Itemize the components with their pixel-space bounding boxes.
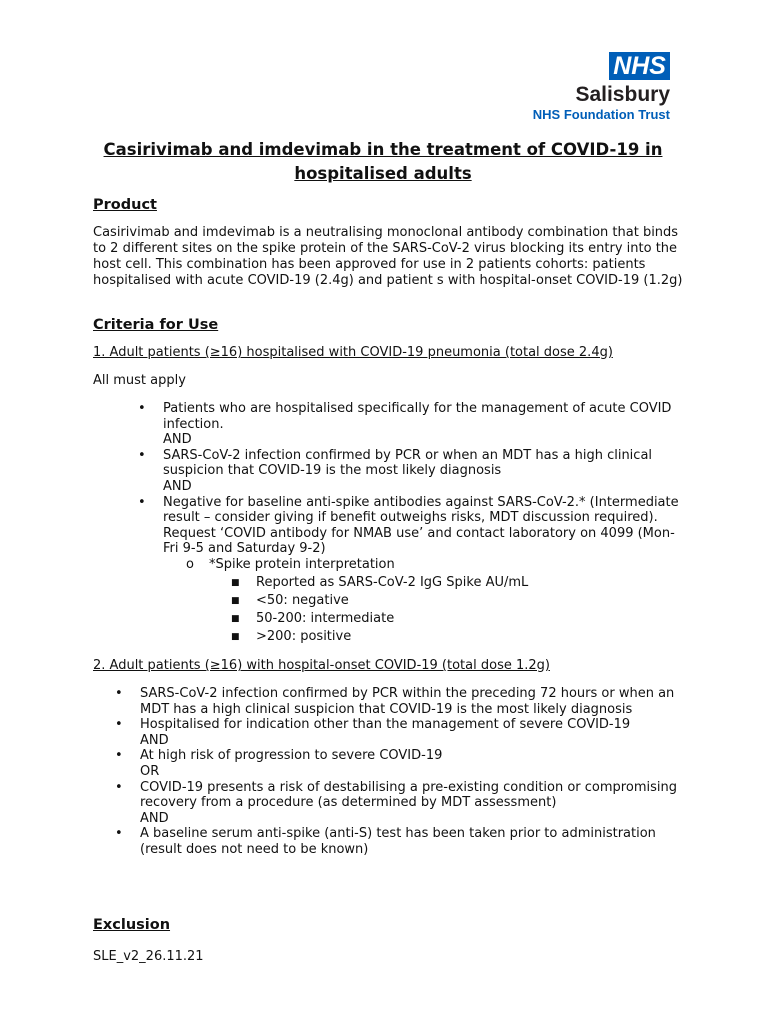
list-item-text: Patients who are hospitalised specifically for the management of acute COVID infection.	[163, 401, 672, 432]
sub-list-item	[231, 628, 352, 646]
bullet-icon: •	[115, 826, 123, 842]
bullet-icon: •	[138, 401, 146, 416]
bullet-icon: •	[138, 447, 146, 463]
sub-list-item-text: Reported as SARS-CoV-2 IgG Spike AU/mL	[256, 575, 529, 590]
list-item-text: COVID-19 presents a risk of destabilising a pre-existing condition or compromising recovery from a procedure (as determined by MDT assessment)	[140, 779, 677, 811]
sub-list-item	[231, 574, 529, 592]
list-item	[138, 401, 683, 448]
bullet-icon: •	[115, 717, 123, 733]
square-bullet-icon: ■	[231, 596, 240, 606]
product-text: Casirivimab and imdevimab is a neutralising monoclonal antibody combination that binds to 2 different sites on the spike protein of the SARS-CoV-2 virus blocking its entry into the host cell. This combination has been approved for use in 2 patients cohorts: patients hospitalised with acute COVID-19 (2.4g) and patient s with hospital-onset COVID-19 (1.2g)	[93, 225, 683, 288]
list-item	[115, 748, 680, 779]
bullet-icon: •	[115, 686, 123, 701]
list-item	[138, 447, 683, 495]
sub-list-item	[231, 610, 395, 628]
list-item-text: SARS-CoV-2 infection confirmed by PCR within the preceding 72 hours or when an MDT has a high clinical suspicion that COVID-19 is the most likely diagnosis	[140, 686, 675, 717]
logo-org-name: Salisbury	[575, 83, 670, 106]
list-item	[115, 717, 680, 748]
group1-title: 1. Adult patients (≥16) hospitalised with COVID-19 pneumonia (total dose 2.4g)	[93, 345, 613, 360]
group1-list	[138, 401, 683, 557]
group2-list	[115, 686, 680, 858]
square-bullet-icon: ■	[231, 578, 240, 588]
list-item	[138, 494, 683, 557]
sub-heading-text: *Spike protein interpretation	[209, 557, 395, 572]
nhs-logo	[510, 52, 670, 123]
document-title: Casirivimab and imdevimab in the treatment of COVID-19 in hospitalised adults	[103, 140, 663, 183]
criteria-heading: Criteria for Use	[93, 317, 219, 333]
list-item-text: Negative for baseline anti-spike antibodies against SARS-CoV-2.* (Intermediate result – consider giving if benefit outweighs risks, MDT discussion required). Request ‘COVID antibody for NMAB use’ and contact laboratory on 4099 (Mon-Fri 9-5 and Saturday 9-2)	[163, 494, 679, 557]
list-item-text: A baseline serum anti-spike (anti-S) test has been taken prior to administration (result does not need to be known)	[140, 826, 656, 857]
list-item-text: At high risk of progression to severe COVID-19	[140, 748, 443, 764]
list-item	[115, 826, 680, 857]
list-item-text: SARS-CoV-2 infection confirmed by PCR or when an MDT has a high clinical suspicion that COVID-19 is the most likely diagnosis	[163, 447, 653, 479]
logo-trust-name: NHS Foundation Trust	[532, 107, 670, 122]
bullet-icon: •	[115, 748, 123, 764]
list-item-join: AND	[140, 732, 169, 748]
sub-list-item	[231, 592, 349, 610]
bullet-icon: •	[138, 494, 146, 510]
nhs-logo-mark: NHS	[609, 52, 670, 80]
sub-list-item-text: <50: negative	[256, 593, 349, 608]
list-item-join: OR	[140, 763, 160, 779]
square-bullet-icon: ■	[231, 614, 240, 624]
product-heading: Product	[93, 197, 157, 213]
list-item	[115, 779, 680, 827]
list-item-join: AND	[163, 432, 192, 448]
list-item-text: Hospitalised for indication other than the management of severe COVID-19	[140, 717, 631, 733]
list-item-join: AND	[140, 810, 169, 826]
sub-list-item-text: 50-200: intermediate	[256, 611, 395, 626]
circle-bullet-icon: o	[186, 557, 194, 572]
list-item-join: AND	[163, 478, 192, 494]
document-version-footer: SLE_v2_26.11.21	[93, 949, 204, 964]
sub-list-item-text: >200: positive	[256, 629, 352, 644]
square-bullet-icon: ■	[231, 632, 240, 642]
group1-lead: All must apply	[93, 373, 186, 388]
spike-interpretation-heading	[186, 557, 395, 573]
group2-title: 2. Adult patients (≥16) with hospital-onset COVID-19 (total dose 1.2g)	[93, 658, 550, 673]
list-item	[115, 686, 680, 717]
exclusion-heading: Exclusion	[93, 917, 171, 933]
bullet-icon: •	[115, 779, 123, 795]
